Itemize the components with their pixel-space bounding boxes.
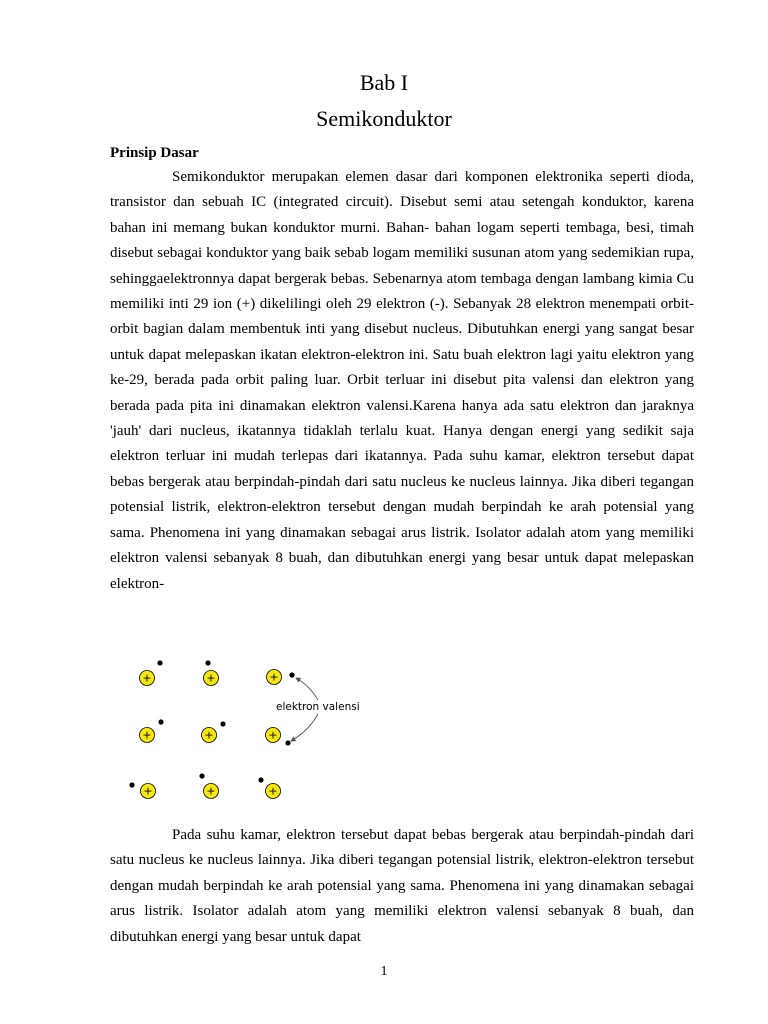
nucleus-plus-icon: + [142, 671, 152, 685]
figure-label: elektron valensi [276, 701, 360, 713]
nucleus-plus-icon: + [268, 784, 278, 798]
nucleus-plus-icon: + [206, 671, 216, 685]
chapter-number: Bab I [359, 70, 409, 95]
electron [289, 672, 294, 677]
atom-r3-c2 [199, 773, 218, 798]
valence-electron-diagram [120, 650, 380, 810]
electron [205, 660, 210, 665]
electron [157, 660, 162, 665]
nucleus-plus-icon: + [268, 728, 278, 742]
electron [285, 740, 290, 745]
electron [258, 777, 263, 782]
arrow-to-electron-top [296, 678, 318, 700]
body-paragraph-1: Semikonduktor merupakan elemen dasar dari komponen elektronika seperti dioda, transistor dan sebuah IC (integrated circuit). Disebut semi atau setengah konduktor, karena bahan ini memang bukan konduktor murni. Bahan- bahan logam seperti tembaga, besi, timah disebut sebagai konduktor yang baik sebab logam memiliki susunan atom yang sedemikian rupa, sehinggaelektronnya dapat bergerak bebas. Sebenarnya atom tembaga dengan lambang kimia Cu memiliki inti 29 ion (+) dikelilingi oleh 29 elektron (-). Sebanyak 28 elektron menempati orbit-orbit bagian dalam membentuk inti yang disebut nucleus. Dibutuhkan energi yang sangat besar untuk dapat melepaskan ikatan elektron-elektron ini. Satu buah elektron lagi yaitu elektron yang ke-29, berada pada orbit paling luar. Orbit terluar ini disebut pita valensi dan elektron yang berada pada pita ini dinamakan elektron valensi.Karena hanya ada satu elektron dan jaraknya 'jauh' dari nucleus, ikatannya tidaklah terlalu kuat. Hanya dengan energi yang sedikit saja elektron terluar ini mudah terlepas dari ikatannya. Pada suhu kamar, elektron tersebut dapat bebas bergerak atau berpindah-pindah dari satu nucleus ke nucleus lainnya. Jika diberi tegangan potensial listrik, elektron-elektron tersebut dengan mudah berpindah ke arah potensial yang sama. Phenomena ini yang dinamakan sebagai arus listrik. Isolator adalah atom yang memiliki elektron valensi sebanyak 8 buah, dan dibutuhkan energi yang besar untuk dapat melepaskan elektron- [110, 169, 694, 592]
atom-r2-c3 [266, 728, 291, 746]
page-number: 1 [380, 964, 388, 979]
nucleus-plus-icon: + [269, 670, 279, 684]
atom-r1-c2 [204, 660, 219, 685]
nucleus-plus-icon: + [204, 728, 214, 742]
atom-r3-c1 [129, 782, 155, 798]
arrow-to-electron-bottom [291, 714, 318, 741]
nucleus-plus-icon: + [142, 728, 152, 742]
section-heading: Prinsip Dasar [110, 145, 199, 161]
nucleus-plus-icon: + [143, 784, 153, 798]
electron [199, 773, 204, 778]
atom-r2-c2 [202, 721, 226, 742]
electron [158, 719, 163, 724]
body-paragraph-2: Pada suhu kamar, elektron tersebut dapat bebas bergerak atau berpindah-pindah dari satu nucleus ke nucleus lainnya. Jika diberi tegangan potensial listrik, elektron-elektron tersebut dengan mudah berpindah ke arah potensial yang sama. Phenomena ini yang dinamakan sebagai arus listrik. Isolator adalah atom yang memiliki elektron valensi sebanyak 8 buah, dan dibutuhkan energi yang besar untuk dapat [110, 827, 694, 945]
chapter-title: Semikonduktor [316, 106, 452, 131]
atom-r3-c3 [258, 777, 280, 798]
electron [129, 782, 134, 787]
nucleus-plus-icon: + [206, 784, 216, 798]
atom-r1-c1 [140, 660, 163, 685]
atom-r1-c3 [267, 670, 295, 685]
electron [220, 721, 225, 726]
atom-r2-c1 [140, 719, 164, 742]
